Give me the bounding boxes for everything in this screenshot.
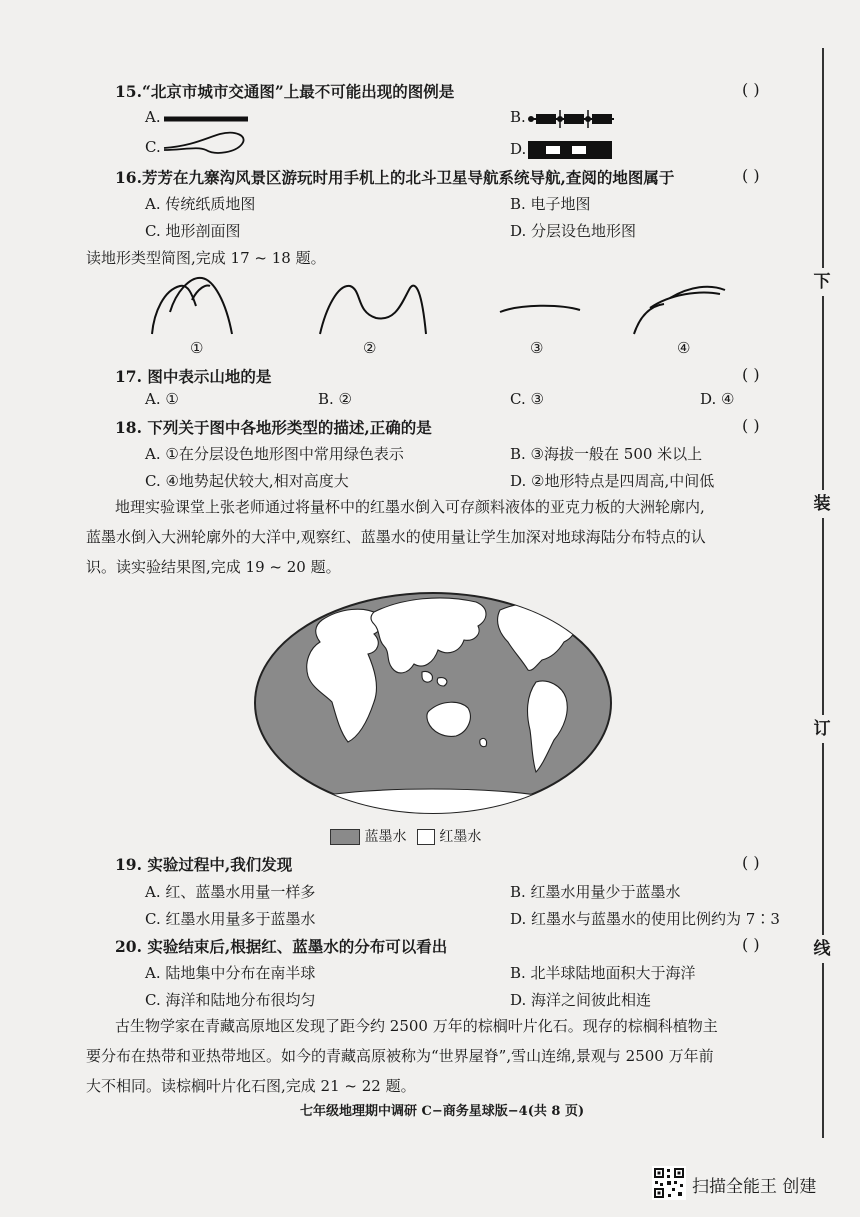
intro-19-20-line-1: 地理实验课堂上张老师通过将量杯中的红墨水倒入可存颜料液体的亚克力板的大洲轮廓内, [115, 498, 705, 516]
map-legend [330, 826, 481, 846]
q16-option-b: B. 电子地图 [510, 195, 591, 213]
q17-paren: ( ) [742, 365, 760, 384]
q15-paren: ( ) [742, 80, 760, 99]
q20-option-c: C. 海洋和陆地分布很均匀 [145, 991, 316, 1009]
legend-symbol-b [526, 108, 616, 130]
landform-label-4: ④ [677, 339, 691, 357]
watermark-text: 扫描全能王 创建 [692, 1177, 817, 1197]
binding-line [822, 48, 824, 1138]
island-2 [437, 678, 447, 686]
q20-option-d: D. 海洋之间彼此相连 [510, 991, 652, 1009]
legend-symbol-d [526, 139, 616, 161]
qr-code-icon [652, 1166, 686, 1200]
legend-swatch-red [417, 829, 435, 845]
legend-symbol-c [162, 128, 252, 160]
intro-17-18: 读地形类型简图,完成 17 ~ 18 题。 [86, 249, 326, 267]
q16-paren: ( ) [742, 166, 760, 185]
intro-19-20-line-2: 蓝墨水倒入大洲轮廓外的大洋中,观察红、蓝墨水的使用量让学生加深对地球海陆分布特点的认 [86, 528, 706, 546]
legend-label-blue: 蓝墨水 [364, 829, 407, 845]
q20-paren: ( ) [742, 935, 760, 954]
binding-char-4: 线 [808, 935, 836, 963]
new-zealand [480, 738, 487, 746]
greenland [570, 599, 588, 617]
q19-option-d: D. 红墨水与蓝墨水的使用比例约为 7∶3 [510, 910, 780, 928]
q17-option-d: D. ④ [700, 390, 735, 408]
intro-19-20-line-3: 识。读实验结果图,完成 19 ~ 20 题。 [86, 558, 341, 576]
q17-option-a: A. ① [145, 390, 179, 408]
q19-option-a: A. 红、蓝墨水用量一样多 [145, 883, 316, 901]
q17-stem: 17. 图中表示山地的是 [115, 367, 272, 386]
intro-21-22-line-3: 大不相同。读棕榈叶片化石图,完成 21 ~ 22 题。 [86, 1077, 416, 1095]
landform-label-2: ② [363, 339, 377, 357]
binding-char-3: 订 [808, 715, 836, 743]
q18-option-b: B. ③海拔一般在 500 米以上 [510, 445, 703, 463]
q19-stem: 19. 实验过程中,我们发现 [115, 855, 293, 874]
intro-21-22-line-1: 古生物学家在青藏高原地区发现了距今约 2500 万年的棕榈叶片化石。现存的棕榈科植物主 [115, 1017, 718, 1035]
q15-option-a: A. [145, 108, 161, 126]
binding-char-1: 下 [808, 268, 836, 296]
q18-paren: ( ) [742, 416, 760, 435]
q20-option-a: A. 陆地集中分布在南半球 [145, 964, 316, 982]
q15-option-d: D. [510, 140, 527, 158]
legend-swatch-blue [330, 829, 360, 845]
q18-stem: 18. 下列关于图中各地形类型的描述,正确的是 [115, 418, 432, 437]
q16-stem: 16.芳芳在九寨沟风景区游玩时用手机上的北斗卫星导航系统导航,查阅的地图属于 [115, 168, 675, 187]
q15-option-b: B. [510, 108, 526, 126]
q17-option-b: B. ② [318, 390, 353, 408]
q18-option-c: C. ④地势起伏较大,相对高度大 [145, 472, 349, 490]
page-footer: 七年级地理期中调研 C−商务星球版−4(共 8 页) [300, 1104, 585, 1119]
antarctica [312, 789, 552, 816]
q19-option-b: B. 红墨水用量少于蓝墨水 [510, 883, 681, 901]
landform-label-1: ① [190, 339, 204, 357]
binding-char-2: 装 [808, 490, 836, 518]
q15-option-c: C. [145, 138, 161, 156]
q20-option-b: B. 北半球陆地面积大于海洋 [510, 964, 696, 982]
q19-option-c: C. 红墨水用量多于蓝墨水 [145, 910, 316, 928]
q16-option-d: D. 分层设色地形图 [510, 222, 637, 240]
q18-option-a: A. ①在分层设色地形图中常用绿色表示 [145, 445, 404, 463]
legend-label-red: 红墨水 [439, 829, 482, 845]
q19-paren: ( ) [742, 853, 760, 872]
intro-21-22-line-2: 要分布在热带和亚热带地区。如今的青藏高原被称为“世界屋脊”,雪山连绵,景观与 2500 万年前 [86, 1047, 714, 1065]
q20-stem: 20. 实验结束后,根据红、蓝墨水的分布可以看出 [115, 937, 448, 956]
q18-option-d: D. ②地形特点是四周高,中间低 [510, 472, 715, 490]
island-1 [422, 671, 432, 682]
landform-sketches [140, 272, 740, 364]
landform-label-3: ③ [530, 339, 544, 357]
q16-option-c: C. 地形剖面图 [145, 222, 241, 240]
q17-option-c: C. ③ [510, 390, 544, 408]
q15-stem: 15.“北京市城市交通图”上最不可能出现的图例是 [115, 82, 455, 101]
world-map [252, 590, 614, 816]
legend-symbol-a [162, 112, 252, 126]
q16-option-a: A. 传统纸质地图 [145, 195, 256, 213]
